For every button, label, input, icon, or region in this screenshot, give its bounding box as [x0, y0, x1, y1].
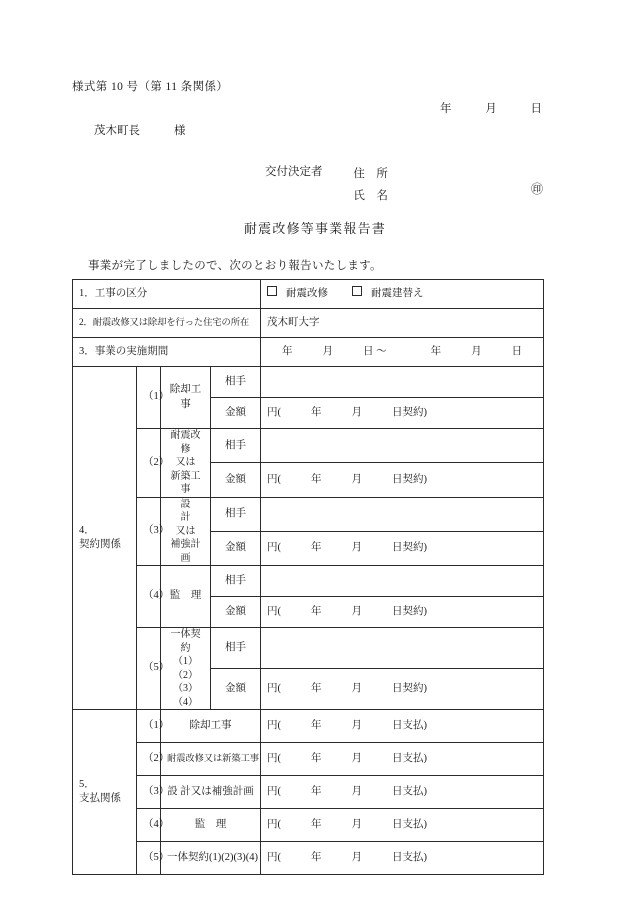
row3-period[interactable] [261, 338, 544, 367]
table-row [73, 809, 544, 842]
payment-amount-value[interactable] [261, 809, 544, 842]
payment-item-name: 監 理 [161, 809, 261, 842]
checkbox-taishin-kaishu[interactable] [267, 286, 277, 296]
contract-item-name-line1: 耐震改修 [170, 430, 201, 455]
payment-year: 年 [311, 818, 322, 830]
contract-amount-label: 金額 [211, 463, 261, 497]
contract-counterparty-value[interactable] [261, 497, 544, 531]
payment-item-no: （2） [137, 743, 161, 776]
payment-item-name: 一体契約(1)(2)(3)(4) [161, 842, 261, 875]
table-row [73, 710, 544, 743]
contract-item-no: （2） [137, 429, 161, 498]
payment-item-name: 耐震改修又は新築工事 [161, 743, 261, 776]
period-start-year: 年 [281, 345, 293, 357]
contract-counterparty-label: 相手 [211, 628, 261, 669]
currency-symbol: 円( [267, 605, 281, 617]
contract-month: 月 [351, 473, 362, 485]
contract-amount-label: 金額 [211, 669, 261, 710]
row3-label: 3．事業の実施期間 [73, 338, 261, 367]
decider-address-label: 住 所 [353, 168, 388, 180]
payment-amount-value[interactable] [261, 710, 544, 743]
contract-item-name-line3: （3）（4） [173, 683, 198, 708]
payment-amount-value[interactable] [261, 776, 544, 809]
section-contract-number: 4． [79, 524, 95, 536]
payment-item-no: （3） [137, 776, 161, 809]
contract-amount-value[interactable] [261, 463, 544, 497]
contract-amount-value[interactable] [261, 597, 544, 628]
payment-item-no: （5） [137, 842, 161, 875]
table-row [73, 842, 544, 875]
table-row [73, 429, 544, 463]
section-payment-number: 5． [79, 778, 95, 790]
date-year-label: 年 [440, 103, 452, 115]
intro-text: 事業が完了しましたので、次のとおり報告いたします。 [88, 260, 382, 272]
seal-icon: ㊞ [531, 182, 544, 196]
contract-day-suffix: 日契約) [392, 682, 427, 694]
payment-item-no: （1） [137, 710, 161, 743]
contract-year: 年 [311, 542, 322, 554]
payment-month: 月 [351, 851, 362, 863]
payment-item-name: 除却工事 [161, 710, 261, 743]
contract-item-name-line2: 又は [175, 525, 196, 537]
period-start-day: 日 [362, 345, 374, 357]
table-row [73, 338, 544, 367]
date-line [440, 100, 542, 116]
contract-item-no: （1） [137, 367, 161, 429]
table-row [73, 566, 544, 597]
payment-item-name: 設 計又は補強計画 [161, 776, 261, 809]
contract-item-name-line2: 又は [175, 457, 196, 468]
contract-amount-label: 金額 [211, 531, 261, 565]
page-title: 耐震改修等事業報告書 [243, 221, 386, 236]
contract-day-suffix: 日契約) [392, 542, 427, 554]
contract-counterparty-value[interactable] [261, 566, 544, 597]
section-contract-name: 契約関係 [79, 539, 121, 550]
contract-item-name: 除却工事 [161, 367, 211, 429]
period-end-month: 月 [471, 345, 482, 357]
currency-symbol: 円( [267, 851, 281, 863]
contract-amount-label: 金額 [211, 597, 261, 628]
payment-day-suffix: 日支払) [392, 719, 427, 731]
payment-amount-value[interactable] [261, 743, 544, 776]
currency-symbol: 円( [267, 752, 281, 764]
period-start-month: 月 [322, 345, 333, 357]
contract-counterparty-label: 相手 [211, 367, 261, 398]
row1-option1-label: 耐震改修 [286, 288, 328, 300]
contract-counterparty-label: 相手 [211, 429, 261, 463]
payment-year: 年 [311, 785, 322, 797]
contract-item-name-line1: 一体契約 [170, 629, 201, 654]
contract-item-name-line1: 設 計 [180, 498, 211, 523]
addressee-name: 茂木町長 [94, 125, 140, 137]
contract-year: 年 [311, 682, 322, 694]
row1-options [261, 280, 544, 309]
contract-counterparty-value[interactable] [261, 367, 544, 398]
table-row [73, 367, 544, 398]
contract-day-suffix: 日契約) [392, 406, 427, 418]
section-payment-name: 支払関係 [79, 793, 121, 804]
row1-label: 1．工事の区分 [73, 280, 261, 309]
row1-option2-label: 耐震建替え [371, 288, 424, 300]
currency-symbol: 円( [267, 682, 281, 694]
decider-role-label: 交付決定者 [265, 166, 323, 178]
payment-day-suffix: 日支払) [392, 818, 427, 830]
contract-counterparty-label: 相手 [211, 497, 261, 531]
checkbox-taishin-tatekae[interactable] [352, 286, 362, 296]
contract-amount-label: 金額 [211, 398, 261, 429]
contract-item-name-line3: 新築工事 [170, 470, 201, 495]
period-end-day: 日 [511, 345, 523, 357]
row2-label: 2．耐震改修又は除却を行った住宅の所在 [73, 309, 261, 338]
payment-year: 年 [311, 851, 322, 863]
contract-day-suffix: 日契約) [392, 605, 427, 617]
payment-item-no: （4） [137, 809, 161, 842]
table-row [73, 280, 544, 309]
period-tilde: ～ [376, 345, 387, 357]
table-row [73, 497, 544, 531]
table-row [73, 743, 544, 776]
currency-symbol: 円( [267, 785, 281, 797]
contract-month: 月 [351, 605, 362, 617]
addressee-honorific: 様 [174, 125, 186, 137]
date-day-label: 日 [530, 103, 542, 115]
payment-month: 月 [351, 785, 362, 797]
report-table [72, 279, 544, 875]
form-number: 様式第 10 号（第 11 条関係） [72, 81, 229, 93]
contract-amount-value[interactable] [261, 531, 544, 565]
decider-block [265, 163, 388, 207]
section-contract-label [73, 367, 137, 710]
contract-item-no: （5） [137, 628, 161, 710]
payment-day-suffix: 日支払) [392, 851, 427, 863]
contract-year: 年 [311, 406, 322, 418]
payment-month: 月 [351, 752, 362, 764]
contract-amount-value[interactable] [261, 398, 544, 429]
currency-symbol: 円( [267, 818, 281, 830]
payment-year: 年 [311, 719, 322, 731]
payment-day-suffix: 日支払) [392, 785, 427, 797]
contract-month: 月 [351, 682, 362, 694]
contract-item-no: （4） [137, 566, 161, 628]
currency-symbol: 円( [267, 719, 281, 731]
contract-item-name: 監 理 [161, 566, 211, 628]
contract-counterparty-label: 相手 [211, 566, 261, 597]
table-row [73, 309, 544, 338]
contract-item-name-line2: （1）（2） [173, 656, 198, 681]
contract-item-name-line3: 補強計画 [170, 539, 201, 564]
currency-symbol: 円( [267, 473, 281, 485]
table-row [73, 776, 544, 809]
date-month-label: 月 [485, 103, 497, 115]
currency-symbol: 円( [267, 542, 281, 554]
payment-amount-value[interactable] [261, 842, 544, 875]
payment-year: 年 [311, 752, 322, 764]
payment-month: 月 [351, 818, 362, 830]
decider-name-label: 氏 名 [353, 190, 388, 202]
contract-item-no: （3） [137, 497, 161, 566]
contract-counterparty-value[interactable] [261, 429, 544, 463]
payment-month: 月 [351, 719, 362, 731]
table-row [73, 628, 544, 669]
row2-value[interactable]: 茂木町大字 [261, 309, 544, 338]
currency-symbol: 円( [267, 406, 281, 418]
contract-amount-value[interactable] [261, 669, 544, 710]
contract-day-suffix: 日契約) [392, 473, 427, 485]
contract-month: 月 [351, 406, 362, 418]
payment-day-suffix: 日支払) [392, 752, 427, 764]
period-end-year: 年 [430, 345, 442, 357]
contract-year: 年 [311, 605, 322, 617]
section-payment-label [73, 710, 137, 875]
contract-month: 月 [351, 542, 362, 554]
contract-year: 年 [311, 473, 322, 485]
contract-counterparty-value[interactable] [261, 628, 544, 669]
addressee [94, 122, 186, 138]
